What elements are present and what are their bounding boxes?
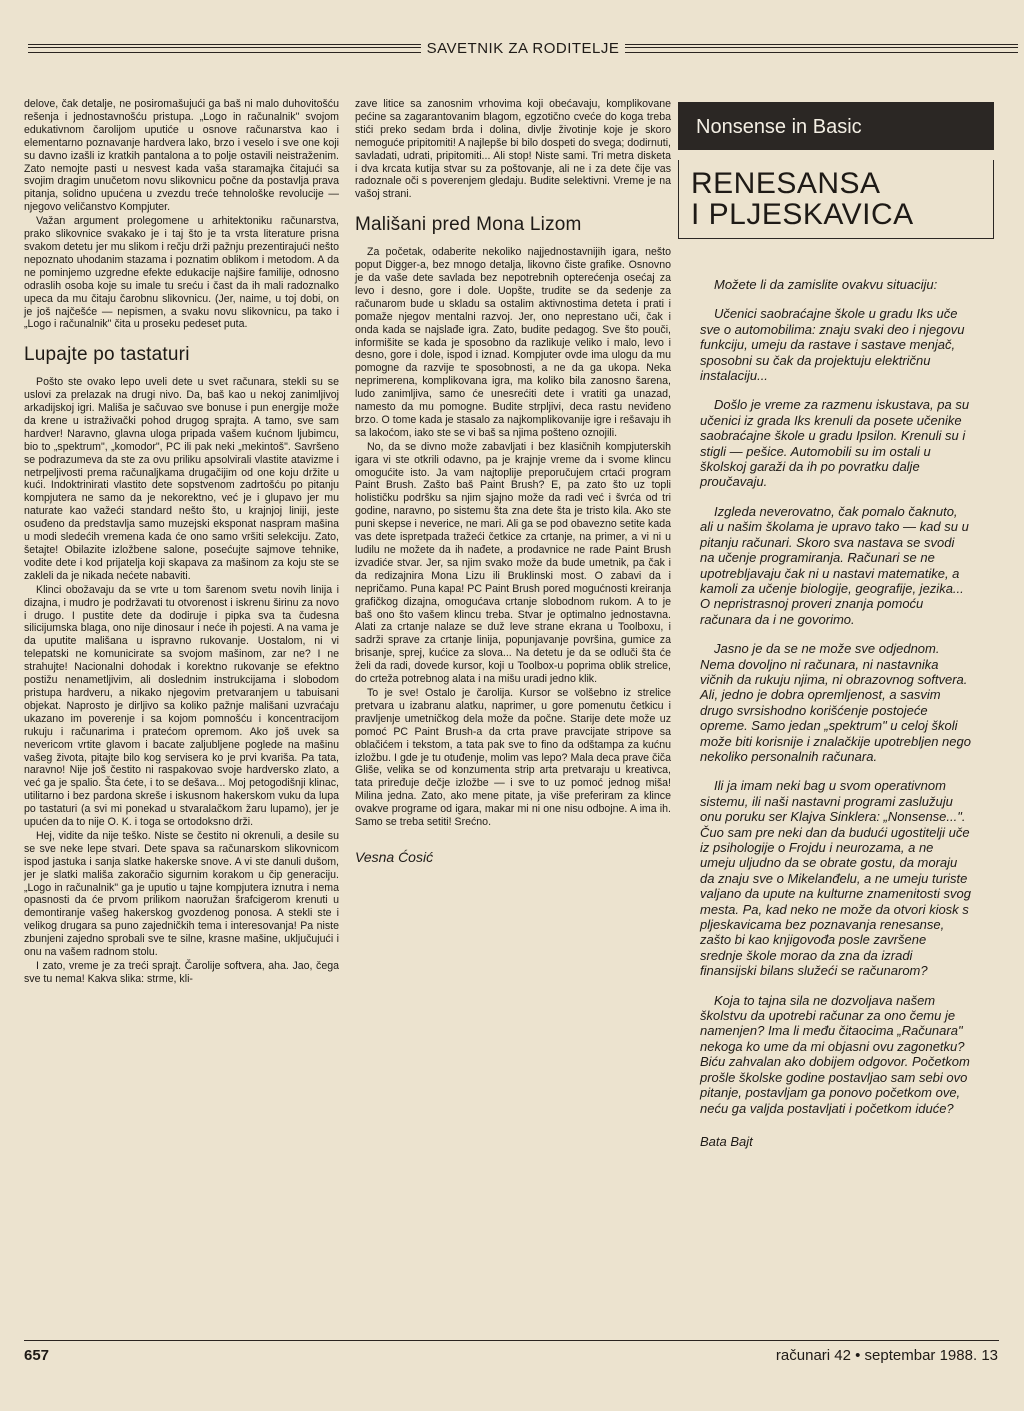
series-tag: Nonsense in Basic (678, 102, 994, 150)
paragraph: I zato, vreme je za treći sprajt. Čarolije softvera, aha. Jao, čega sve tu nema! Kakva slika: strme, kli- (24, 960, 339, 985)
sidebar-paragraph: Ili ja imam neki bag u svom operativnom sistemu, ili naši nastavni programi zaslužuju onu poruku ser Klajva Sinklera: „Nonsense...". Čuo sam pre neki dan da budući ugostitelji uče iz psihologije o Frojdu i neurozama, a ne umeju uljudno da se obrate gostu, da moraju da znaju sve o Mikelanđelu, a ne umeju turiste valjano da upute na kulturne znamenitosti svog mesta. Pa, kad neko ne može da otvori kiosk s pljeskavicama bez poznavanja renesanse, zašto bi kao knjigovođa posle završene srednje škole morao da zna da izradi finansijski bilans služeći se računarom? (700, 778, 972, 979)
issue-line: računari 42 • septembar 1988. (775, 1347, 978, 1364)
running-head-rule-left (28, 44, 421, 53)
sidebar-paragraph: Došlo je vreme za razmenu iskustava, pa su učenici iz grada Iks krenuli da posete učenike saobraćajne škole u gradu Ipsilon. Krenuli su i stigli — pešice. Automobili su im ostali u školskoj garaži da ih po povratku dalje proučavaju. (700, 397, 970, 490)
paragraph: No, da se divno može zabavljati i bez klasičnih kompjuterskih igara vi ste otkrili odavno, pa je krajnje vreme da i svome klincu omogućite isto. Ja vam najtoplije preporučujem crtaći program Paint Brush. Zašto baš Paint Brush? E, pa zato što uz topli holističku podršku sa njim sjajno može da radi već i švrća od tri godine, naravno, po sistemu šta zna dete šta je tristo kila. Ako ste puni skepse i neverice, ne mari. Ali ga se pod obavezno setite kada vas dete ispretpada tražeći četkice za crtanje, na primer, a vi ni u ludilu ne možete da ih nađete, a prodavnice ne rade Paint Brush izvadiće stvar. Jer, sa njim svako može da bude umetnik, pa čak i da redizajnira Mona Lizu ili Bruklinski most. O zabavi da i nepričamo. Puna kapa! PC Paint Brush pored mogućnosti kreiranja grafičkog dizajna, omogućava crtanje slobodnom rukom. A to je baš ono što vašem klincu treba. Stvar je optimalno jednostavna. Alati za crtanje nalaze se duž leve strane ekrana u Toolboxu, i sadrži sprave za crtanje linija, popunjavanje površina, gumice za brisanje, sprej, kućice za slova... Na detetu je da se odluči šta će želi da radi, dovede kursor, koji u Toolbox-u poprima oblik strelice, do crteža potrebnog alata i na mišu uradi jedno klik. (355, 440, 671, 686)
sidebar-body (678, 277, 994, 1149)
page-number-left: 657 (24, 1347, 50, 1364)
sidebar-signature: Bata Bajt (700, 1133, 753, 1149)
subhead-lupajte: Lupajte po tastaturi (24, 344, 190, 366)
article-column-left (24, 98, 339, 987)
sidebar-paragraph: Izgleda neverovatno, čak pomalo čaknuto, ali u našim školama je upravo tako — kad su u pitanju računari. Skoro sva nastava se svodi na učenje programiranja. Računari se ne upotrebljavaju čak ni u nastavi matematike, a kamoli za učenje biologije, geografije, jezika... O nepristrasnoj proveri znanja pomoću računara da i ne govorimo. (700, 503, 969, 627)
paragraph: Klinci obožavaju da se vrte u tom šarenom svetu novih linija i dizajna, i mudro je podržavati tu otvorenost i iskrenu širinu za novo i drugo. I pustite dete da dodiruje i pipka sva ta čudesna silicijumska blaga, ono nije dinosaur i neće ih pojesti. A na vama je da uputite mališana u ispravno rukovanje. Uostalom, ni vi telepatski ne komunicirate sa svojom mašinom, zar ne? I ne strahujte! Nacionalni dohodak i korektno rukovanje se efektno postižu nenametljivim, ali doslednim instrukcijama i slobodom pristupa hardveru, a nikako njegovim pretvaranjem u tabuisani objekat. Naprosto je dirljivo sa koliko pažnje mališani uzvraćaju ukazano im poverenje i sa kojom pomnošću i koncentracijom rukuju i računarima i pratećom opremom. Ako još uvek sa nevericom vrtite glavom i bacate zaljubljene poglede na mašinu vašeg života, pitajte bilo kog servisera ko je prvi kvariša. Pa tata, naravno! Nije još čestito ni raspakovao svoje hardversko zlato, a već ga je spalio. Šta ćete, i to se dešava... Moj petogodišnji klinac, utilitarno i bez pardona skreše i iskusnom hakerskom vuku da lupa po tastaturi (a svi mi ponekad u stvaralačkom žaru lupamo), jer je upućen da to nije O. K. i toga se ortodoksno drži. (24, 583, 339, 829)
running-head (28, 38, 1018, 58)
paragraph: delove, čak detalje, ne posiromašujući ga baš ni malo duhovitošću rešenja i jednostavnošću pristupa. „Logo in računalnik" svojom edukativnom čarolijom uputiće u osnove računarstva kao i elementarno poznavanje hardvera lako, brzo i veselo i sve one koji su davno izašli iz kratkih pantalona a to polje ostavili neistraženim. Zato nemojte pasti u nesvest kada vaša staramajka čitajući sa svojim dragim unučetom novu slikovnicu počne da postavlja prava pitanja, solidno upućena u zvezdu treće tehnološke revolucije — njegovo veličanstvo Kompjuter. (24, 98, 339, 214)
section-title: SAVETNIK ZA RODITELJE (426, 39, 620, 57)
page-number-right: 13 (981, 1347, 998, 1364)
sidebar-title-line-1: RENESANSA (691, 167, 881, 200)
paragraph: To je sve! Ostalo je čarolija. Kursor se volšebno iz strelice pretvara u izabranu alatku, naprimer, u gore pomenutu četkicu i pravljenje umetničkog dela može da počne. Starije dete može uz pomoć PC Paint Brush-a da crta prave pravcijate stripove sa oblačićem i tekstom, a tata pak sve to fino da odštampa za kućnu izložbu. I gde je tu otuđenje, molim vas lepo? Mala deca prave čiča Gliše, velika se od konzumenta strip arta pretvaraju u kreativca, tata priređuje dečje izložbe — i sve to uz pomoć jednog miša! Milina jedna. Zato, ako mene pitate, ja više preferiram za klince ovakve programe od igara, makar mi ni one nisu odbojne. A ima ih. Samo se treba setiti! Srećno. (355, 686, 671, 829)
sidebar-paragraph: Možete li da zamislite ovakvu situaciju: (714, 277, 938, 292)
sidebar-column (678, 102, 994, 1149)
sidebar-title (678, 160, 994, 239)
paragraph: Pošto ste ovako lepo uveli dete u svet računara, stekli su se uslovi za prelazak na drugi nivo. Da, baš kao u nekoj zanimljivoj arkadijskoj igri. Mališa je sačuvao sve bonuse i pun energije može da krene u istraživački pohod drugog sprajta. A tamo, sve sam hardver! Naravno, glavna uloga pripada vašem kućnom ljubimcu, bio to „spektrum", „komodor", PC ili pak neki „mekintoš". Savršeno se podrazumeva da ste za ovu priliku apsolvirali vlastite atavizme i netrpeljivosti prema računaljkama drugačijim od one koju držite u kući. Indoktrinirati vlastito dete sopstvenom zadrtošću po pitanju kompjutera ne samo da je nekorektno, već je i glupavo jer mu naturate kao važeći standard nešto što, u krajnjoj liniji, jeste osuđeno da predstavlja samo muzejski eksponat naspram mašina u modi sledećih vremena kada će ono samo vršiti selekciju. Zato, šetajte! Obilazite izložbene salone, posećujte sajmove tehnike, vodite dete i kod prijatelja koji skapava za mašinom za koju ste se zakleli da je nikada nećete nabaviti. (24, 376, 339, 582)
article-author: Vesna Ćosić (355, 848, 434, 865)
paragraph: Za početak, odaberite nekoliko najjednostavnijih igara, nešto poput Digger-a, bez mnogo detalja, likovno čiste grafike. Osnovno je da vaše dete savlada bez nepotrebnih opterećenja osećaj za levo i desno, gore i dole. Uopšte, trudite se da sedenje za računarom bude u skladu sa ostalim aktivnostima deteta i prati i pomaže njegov mentalni razvoj. Jer, ono neprestano uči, čak i onda kada se najslađe igra. Zato, budite pedagog. Sve što pouči, informišite se kada je sposobno da razlikuje veliko i malo, levo i desno, gore i dole, ispod i iznad. Kompjuter ovde ima ulogu da mu pomogne da razvije te sposobnosti, a ne da ga ukopa. Neka neprimerena, komplikovana igra, ma koliko bila zanosno šarena, ludo zanimljiva, samo će unesrećiti dete i vratiti ga unazad, namesto da mu pomogne. Budite strpljivi, deca rastu neviđeno brzo. O tome kada je stasalo za najkomplikovanije igre i rešavaju ih sa lakoćom, iako ste se vi baš sa njima pošteno oznojili. (355, 246, 671, 439)
footer-issue (776, 1347, 998, 1364)
paragraph: Važan argument prolegomene u arhitektoniku računarstva, prako slikovnice svakako je i taj što je ta vrsta literature prisna svakom detetu jer mu slikom i rečju drži pažnju prezentirajući nešto nepoznato uhodanim stazama i poznatim oblikom i metodom. A da ne pominjemo uzgredne efekte edukacije najšire familije, odnosno odraslih osoba koje su imale tu sreću i čast da ih mali radoznalko upeca da mu čitaju čarobnu slikovnicu. (Jer, naime, u toj dobi, on je još najčešće — nepismen, a svaku novu slikovnicu, pa tako i „Logo i računalnik" čita u proseku pedeset puta. (24, 215, 339, 331)
footer-rule (24, 1340, 999, 1341)
running-head-rule-right (625, 44, 1018, 53)
paragraph: zave litice sa zanosnim vrhovima koji obećavaju, komplikovane pećine sa zagarantovanim blagom, egzotično cveće do koga treba stići preko sedam brda i dolina, divlje životinje koje je skoro nemoguće pripitomiti! A najlepše bi bilo dospeti do svega; dodirnuti, savladati, udrati, pripitomiti... Ali stop! Niste sami. Tri metra disketa i dva krcata kutija stvar su za poštovanje, ali ne i za dete čije vas radoznale oči s poverenjem gledaju. Budite selektivni. Vreme je na vašoj strani. (355, 98, 671, 201)
sidebar-paragraph: Koja to tajna sila ne dozvoljava našem školstvu da upotrebi računar za ono čemu je namenjen? Ima li među čitaocima „Računara" nekoga ko ume da mi objasni ovu zagonetku? Biću zahvalan ako dobijem odgovor. Početkom prošle školske godine postavljao sam sebi ovo pitanje, postavljam ga ponovo početkom ove, neću ga valjda postavljati i početkom iduće? (700, 992, 970, 1116)
sidebar-paragraph: Jasno je da se ne može sve odjednom. Nema dovoljno ni računara, ni nastavnika vičnih da rukuju njima, ni obrazovnog softvera. Ali, jedno je dobra opremljenost, a sasvim drugo svrsishodno korišćenje postojeće opreme. Samo jedan „spektrum" u celoj školi može biti korisnije i znalačkije upotrebljen nego nekoliko personalnih računara. (700, 641, 971, 764)
subhead-malisani: Mališani pred Mona Lizom (355, 214, 582, 236)
paragraph: Hej, vidite da nije teško. Niste se čestito ni okrenuli, a desile su se sve neke lepe stvari. Dete spava sa računarskom slikovnicom ispod jastuka i sanja slatke hakerske snove. A vi ste danuli dušom, jer je slatki mališa zakoračio sigurnim korakom u čip generaciju. „Logo in računalnik" ga je uputio u tajne kompjutera iznutra i nema opasnosti da će prvom prilikom naoružan šrafcigerom krenuti u demontiranje vašeg hakerskog gvozdenog ponosa. A stekli ste i velikog drugara sa puno zajedničkih tema i interesovanja! Pa niste zbunjeni zajedno sprobali sve te silne, krasne mašine, uključujući i onu na vašem radnom stolu. (24, 829, 339, 959)
article-column-middle (355, 98, 671, 864)
sidebar-paragraph: Učenici saobraćajne škole u gradu Iks uče sve o automobilima: znaju svaki deo i njegovu funkciju, umeju da rastave i sastave menjač, sposobni su čak da projektuju električnu instalaciju... (700, 306, 965, 384)
sidebar-title-line-2: I PLJESKAVICA (691, 198, 914, 231)
